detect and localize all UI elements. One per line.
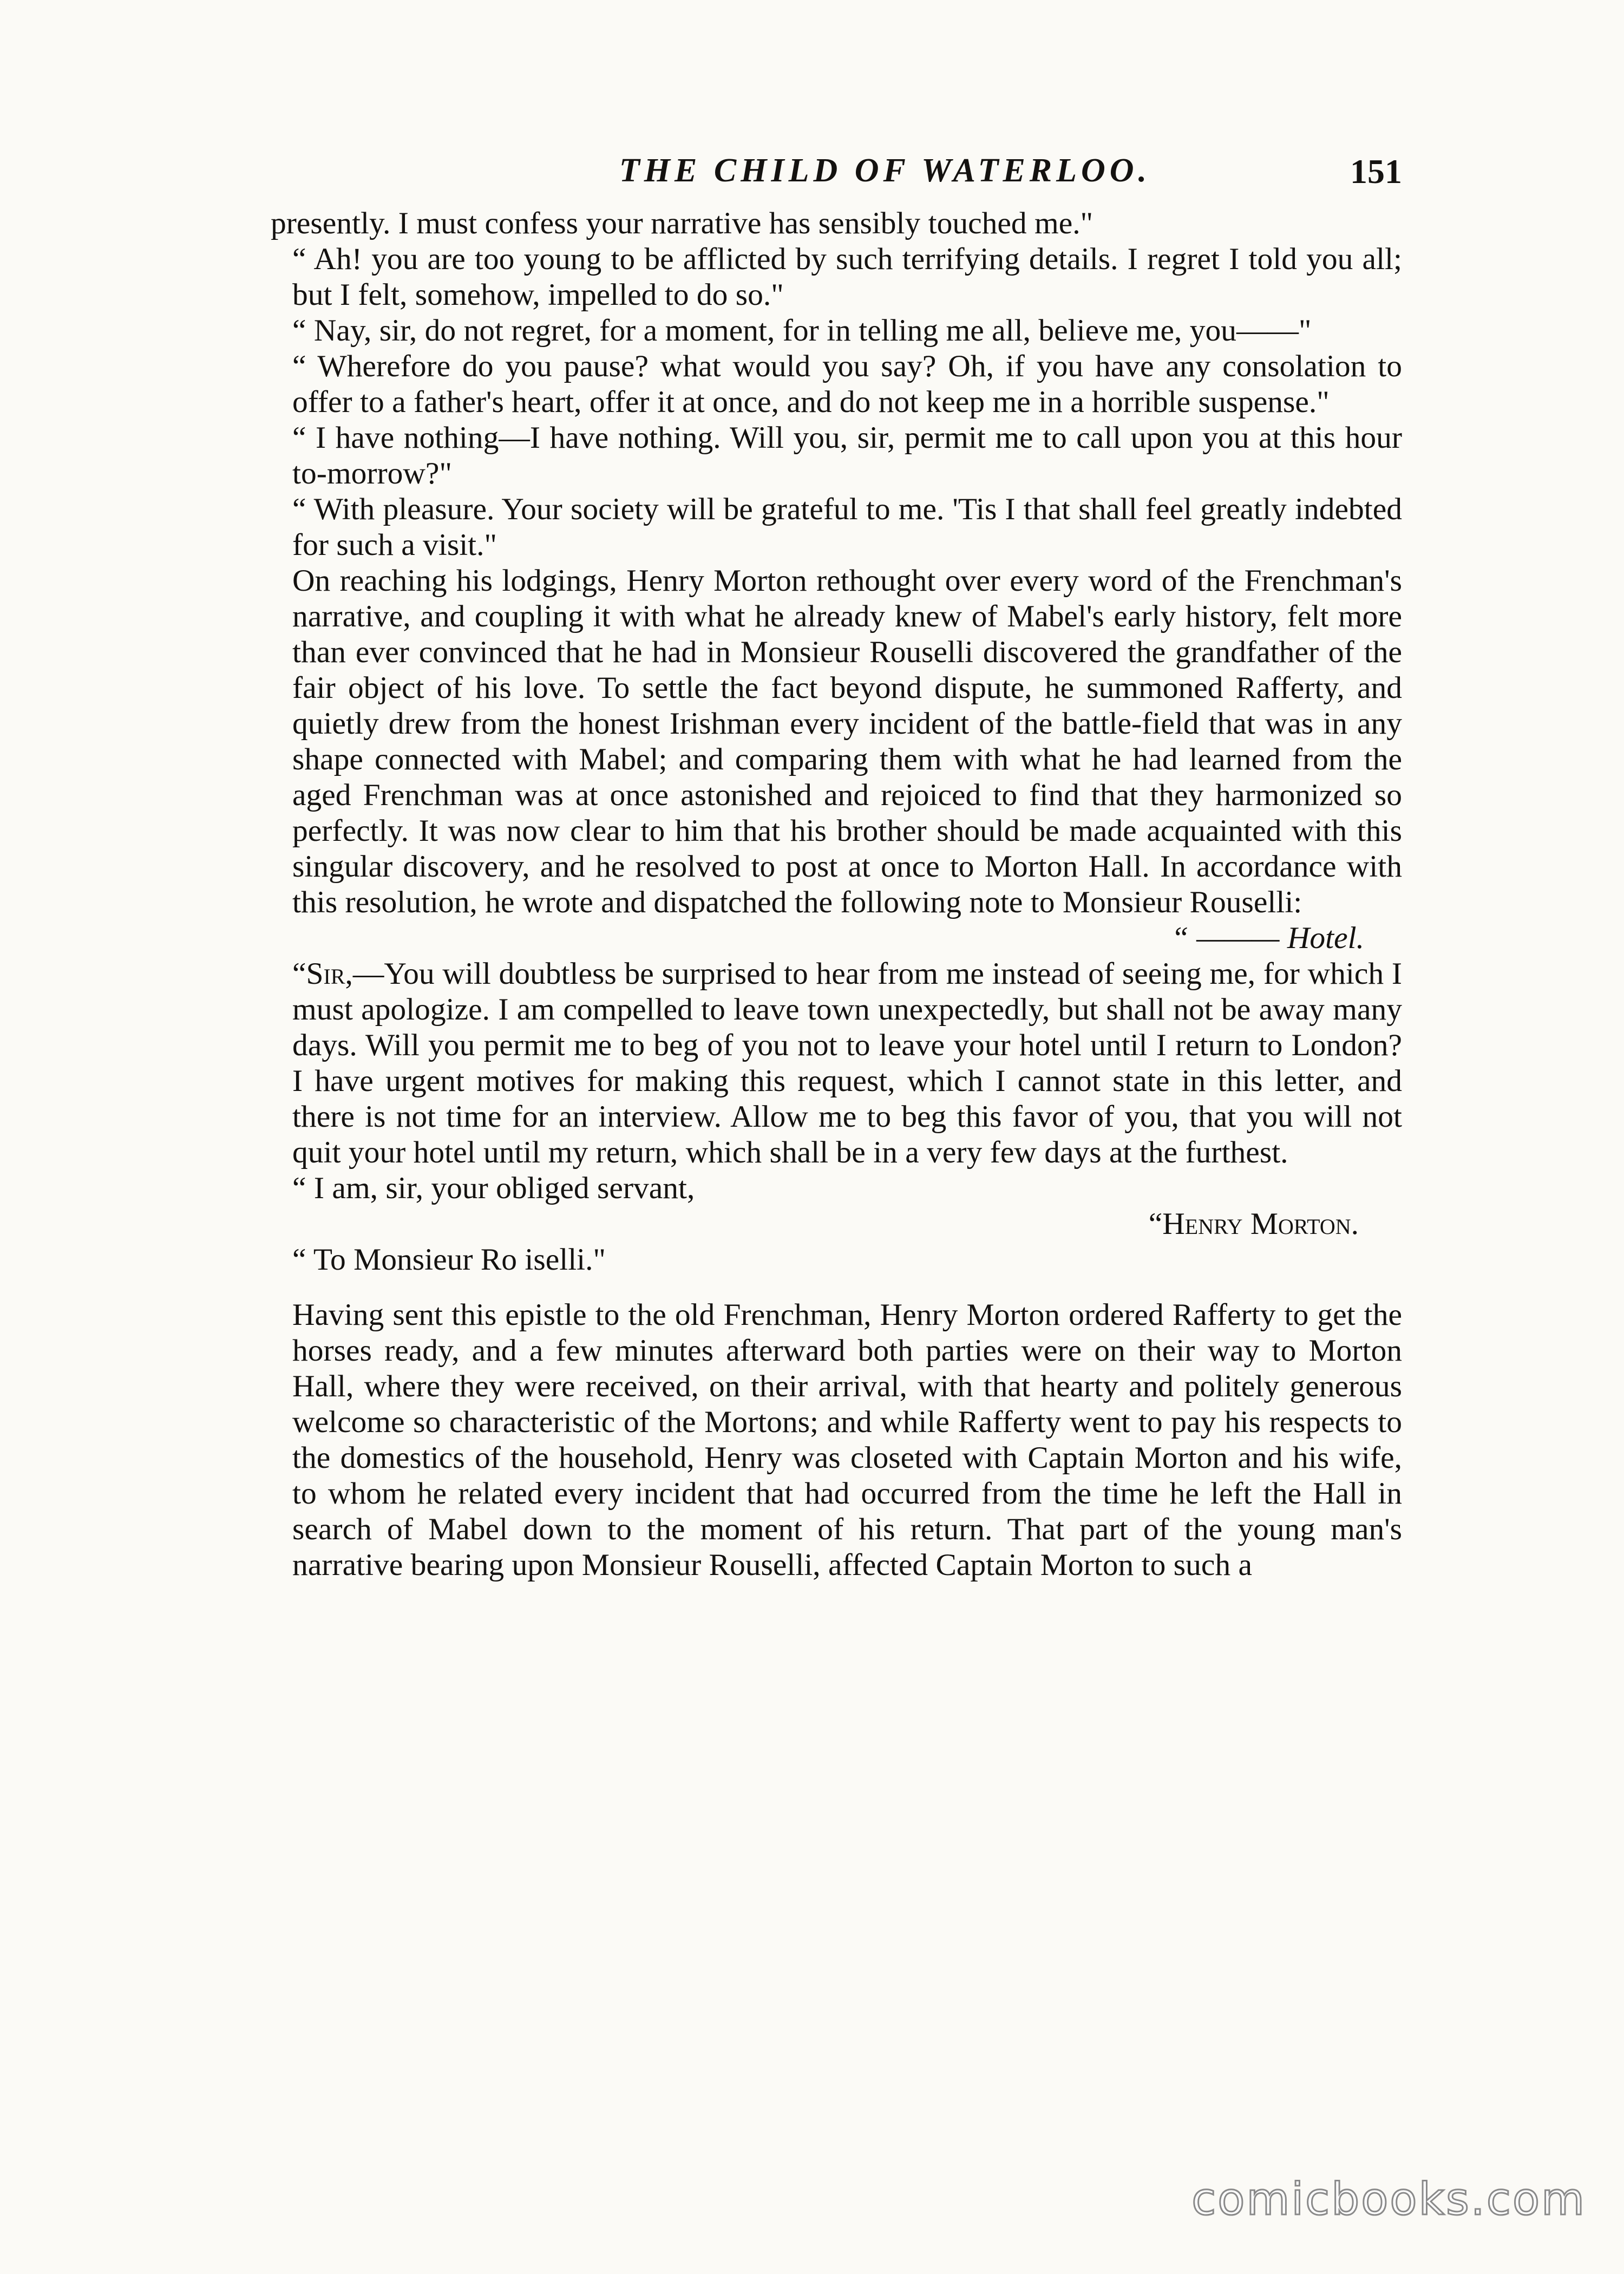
- paragraph-4: “ Wherefore do you pause? what would you say? Oh, if you have any consolation to offer to a father's heart, offer it at once, and do not keep me in a horrible suspense.": [292, 349, 1402, 419]
- page-number: 151: [1350, 152, 1402, 191]
- letter-signature: “Henry Morton.: [1148, 1207, 1359, 1241]
- paragraph-5: “ I have nothing—I have nothing. Will you, sir, permit me to call upon you at this hour to-morrow?": [292, 421, 1402, 491]
- letter-address: “ To Monsieur Ro iselli.": [292, 1243, 606, 1277]
- running-head: [271, 130, 1402, 190]
- letter-body: [271, 956, 1402, 1171]
- running-title: THE CHILD OF WATERLOO.: [619, 152, 1151, 189]
- watermark: comicbooks.com: [1191, 2174, 1586, 2225]
- closing-paragraph: Having sent this epistle to the old Frenchman, Henry Morton ordered Rafferty to get the horses ready, and a few minutes afterward both parties were on their way to Morton Hall, where they were received, on their arrival, with that hearty and politely generous welcome so characteristic of the Mortons; and while Rafferty went to pay his respects to the domestics of the household, Henry was closeted with Captain Morton and his wife, to whom he related every incident that had occurred from the time he left the Hall in search of Mabel down to the moment of his return. That part of the young man's narrative bearing upon Monsieur Rouselli, affected Captain Morton to such a: [292, 1298, 1402, 1582]
- paragraph-2: “ Ah! you are too young to be afflicted by such terrifying details. I regret I told you all; but I felt, somehow, impelled to do so.": [292, 242, 1402, 312]
- letter-salutation: “Sir,: [292, 957, 353, 991]
- letter-closing: “ I am, sir, your obliged servant,: [292, 1171, 695, 1205]
- paragraph-6: “ With pleasure. Your society will be grateful to me. 'Tis I that shall feel greatly indebted for such a visit.": [292, 492, 1402, 562]
- letter-body-text: —You will doubtless be surprised to hear from me instead of seeing me, for which I must apologize. I am compelled to leave town unexpectedly, but shall not be away many days. Will you permit me to beg of you not to leave your hotel until I return to London? I have urgent motives for making this request, which I cannot state in this letter, and there is not time for an interview. Allow me to beg this favor of you, that you will not quit your hotel until my return, which shall be in a very few days at the furthest.: [292, 957, 1402, 1169]
- paragraph-3: “ Nay, sir, do not regret, for a moment, for in telling me all, believe me, you——": [292, 313, 1312, 348]
- letter-dateline: “ ——— Hotel.: [1171, 921, 1364, 955]
- paragraph-7: On reaching his lodgings, Henry Morton rethought over every word of the Frenchman's narrative, and coupling it with what he already knew of Mabel's early history, felt more than ever convinced that he had in Monsieur Rouselli discovered the grandfather of the fair object of his love. To settle the fact beyond dispute, he summoned Rafferty, and quietly drew from the honest Irishman every incident of the battle-field that was in any shape connected with Mabel; and comparing them with what he had learned from the aged Frenchman was at once astonished and rejoiced to find that they harmonized so perfectly. It was now clear to him that his brother should be made acquainted with this singular discovery, and he resolved to post at once to Morton Hall. In accordance with this resolution, he wrote and dispatched the following note to Monsieur Rouselli:: [292, 564, 1402, 919]
- book-page: [271, 130, 1402, 1583]
- paragraph-1: presently. I must confess your narrative has sensibly touched me.": [271, 206, 1093, 240]
